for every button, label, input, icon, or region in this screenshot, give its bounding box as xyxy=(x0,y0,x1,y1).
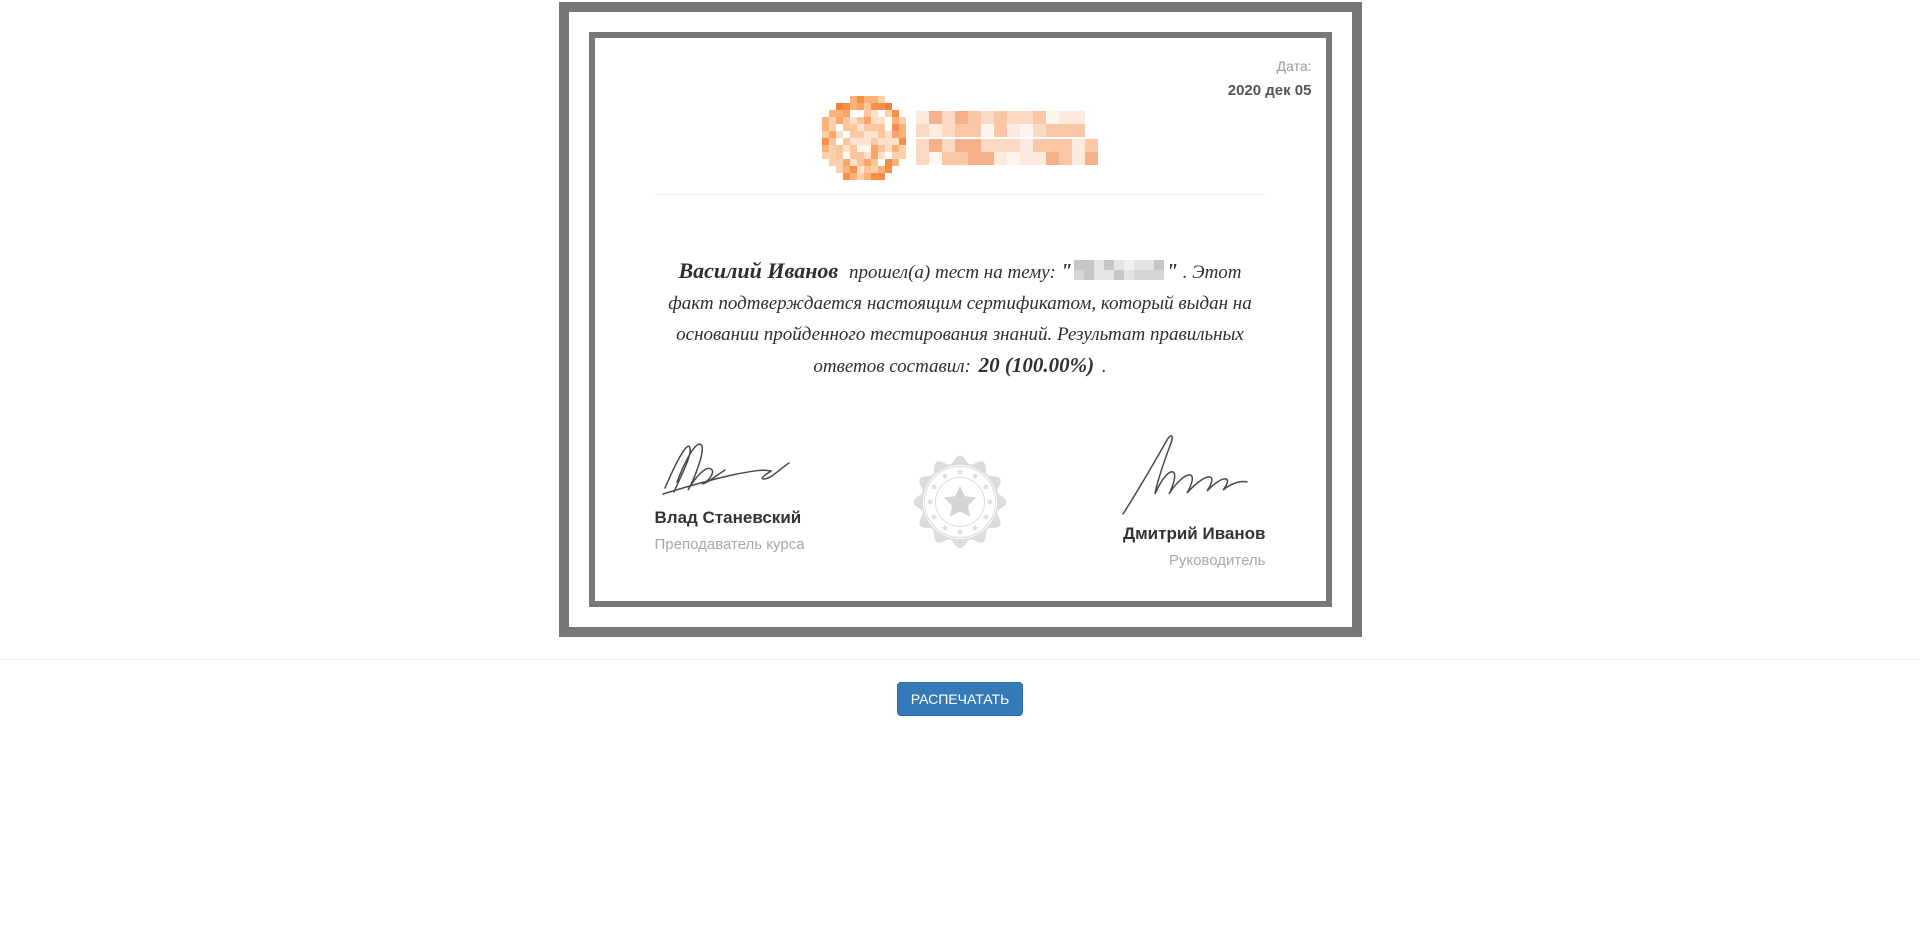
director-name: Дмитрий Иванов xyxy=(1123,524,1266,543)
certificate-page xyxy=(0,2,1920,939)
teacher-signature-icon xyxy=(655,430,805,502)
date-block xyxy=(1228,58,1312,99)
actions-bar xyxy=(0,682,1920,716)
signature-block-teacher xyxy=(655,430,805,553)
logo-divider xyxy=(655,194,1266,195)
teacher-name: Влад Станевский xyxy=(654,508,802,527)
certificate-seal-icon xyxy=(910,452,1010,552)
director-signature-icon xyxy=(1115,430,1265,518)
result-value: 20 (100.00%) xyxy=(978,353,1095,377)
teacher-role: Преподаватель курса xyxy=(654,536,805,553)
pixelated-logo-text xyxy=(916,111,1098,165)
director-role: Руководитель xyxy=(1168,552,1266,569)
certificate-text xyxy=(655,255,1266,382)
quote-open: " xyxy=(1060,259,1073,283)
text-segment-3: . xyxy=(1101,356,1107,377)
text-segment-1: прошел(а) тест на тему: xyxy=(849,262,1056,283)
print-button[interactable]: РАСПЕЧАТАТЬ xyxy=(897,682,1024,716)
page-divider xyxy=(0,659,1920,660)
certificate-frame xyxy=(559,2,1362,637)
quote-close: " xyxy=(1166,259,1178,283)
logo xyxy=(655,96,1266,180)
date-label: Дата: xyxy=(1276,58,1312,74)
pixelated-logo-mark-icon xyxy=(822,96,906,180)
signatures-row xyxy=(655,430,1266,569)
date-value: 2020 дек 05 xyxy=(1227,82,1312,99)
signature-block-director xyxy=(1115,430,1265,569)
censored-topic xyxy=(1074,260,1164,280)
student-name: Василий Иванов xyxy=(678,258,839,283)
certificate-inner-frame xyxy=(589,32,1332,607)
text-segment-2: . Этот факт подтверждается настоящим сертификатом, который выдан на основании пройденного тестирования знаний. Результат правильных ответов составил: xyxy=(668,262,1252,377)
